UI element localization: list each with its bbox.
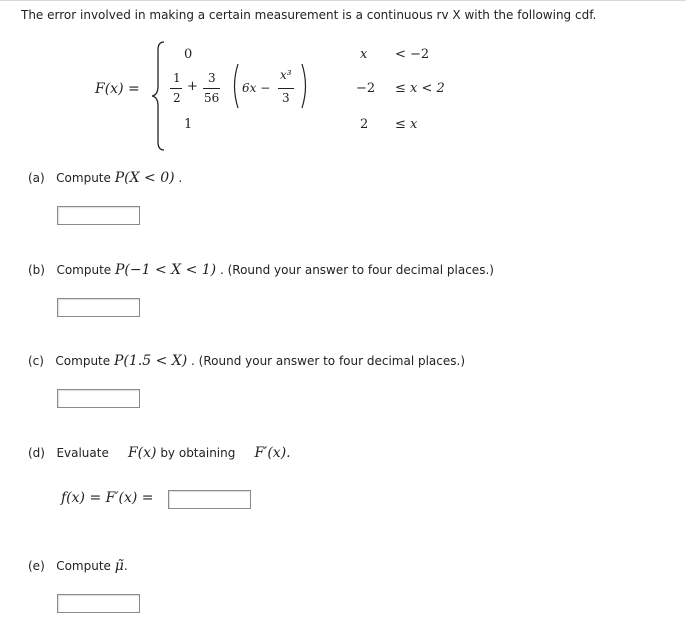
cdf-frac1-num: 1 xyxy=(173,71,181,85)
part-e-question xyxy=(28,558,128,574)
cdf-frac2-num: 3 xyxy=(208,71,216,85)
part-a-answer-input[interactable] xyxy=(57,206,140,225)
top-divider xyxy=(0,0,686,1)
part-c-question xyxy=(28,353,465,369)
cdf-row1-cond-right: < −2 xyxy=(395,47,430,62)
part-d-question xyxy=(28,445,291,461)
part-d-answer-input[interactable] xyxy=(168,490,251,509)
part-d-mid: by obtaining xyxy=(160,446,236,460)
part-a-prefix: Compute xyxy=(56,171,111,185)
problem-intro: The error involved in making a certain measurement is a continuous rv X with the following cdf. xyxy=(21,8,597,22)
cdf-row2-cond-right: ≤ x < 2 xyxy=(395,81,445,96)
part-b-expr: P(−1 < X < 1) xyxy=(115,262,217,278)
part-c-label: (c) xyxy=(28,354,44,368)
part-d-expr1: F(x) xyxy=(127,445,157,461)
cdf-frac1-den: 2 xyxy=(173,91,181,105)
part-c-prefix: Compute xyxy=(55,354,111,368)
right-paren-icon xyxy=(300,62,310,110)
part-e-suffix: . xyxy=(123,559,128,573)
cdf-frac3-num: x³ xyxy=(280,68,292,82)
left-paren-icon xyxy=(230,62,240,110)
cdf-term: 6x − xyxy=(242,81,271,95)
part-a-suffix: . xyxy=(178,171,183,185)
part-d-expr2: F′(x). xyxy=(254,445,291,461)
cdf-lhs: F(x) = xyxy=(95,81,140,97)
cdf-row1-cond-left: x xyxy=(360,47,368,62)
part-c-expr: P(1.5 < X) xyxy=(113,353,188,369)
left-brace-icon xyxy=(150,40,168,152)
cdf-frac2-den: 56 xyxy=(204,91,220,105)
cdf-row2-cond-left: −2 xyxy=(356,81,376,96)
cdf-frac2-bar xyxy=(203,88,220,89)
part-d-prefix: Evaluate xyxy=(56,446,109,460)
cdf-frac3-bar xyxy=(278,88,294,89)
part-b-label: (b) xyxy=(28,263,45,277)
part-c-suffix: . (Round your answer to four decimal places.) xyxy=(191,354,466,368)
part-a-question xyxy=(28,170,182,186)
cdf-plus: + xyxy=(187,79,198,94)
part-b-answer-input[interactable] xyxy=(57,298,140,317)
part-e-prefix: Compute xyxy=(56,559,111,573)
part-b-question xyxy=(28,262,494,278)
part-c-answer-input[interactable] xyxy=(57,389,140,408)
cdf-row1-value: 0 xyxy=(184,47,193,62)
part-d-equation: f(x) = F′(x) = xyxy=(61,490,154,506)
part-e-expr: μ̃ xyxy=(114,558,124,574)
part-b-suffix: . (Round your answer to four decimal places.) xyxy=(219,263,494,277)
cdf-frac1-bar xyxy=(170,88,182,89)
part-a-label: (a) xyxy=(28,171,45,185)
cdf-row3-cond-right: ≤ x xyxy=(395,117,418,132)
part-b-prefix: Compute xyxy=(56,263,112,277)
part-e-label: (e) xyxy=(28,559,45,573)
cdf-frac3-den: 3 xyxy=(282,91,290,105)
part-d-label: (d) xyxy=(28,446,45,460)
part-e-answer-input[interactable] xyxy=(57,594,140,613)
cdf-row3-cond-left: 2 xyxy=(360,117,369,132)
part-a-expr: P(X < 0) xyxy=(114,170,175,186)
cdf-row3-value: 1 xyxy=(184,117,193,132)
